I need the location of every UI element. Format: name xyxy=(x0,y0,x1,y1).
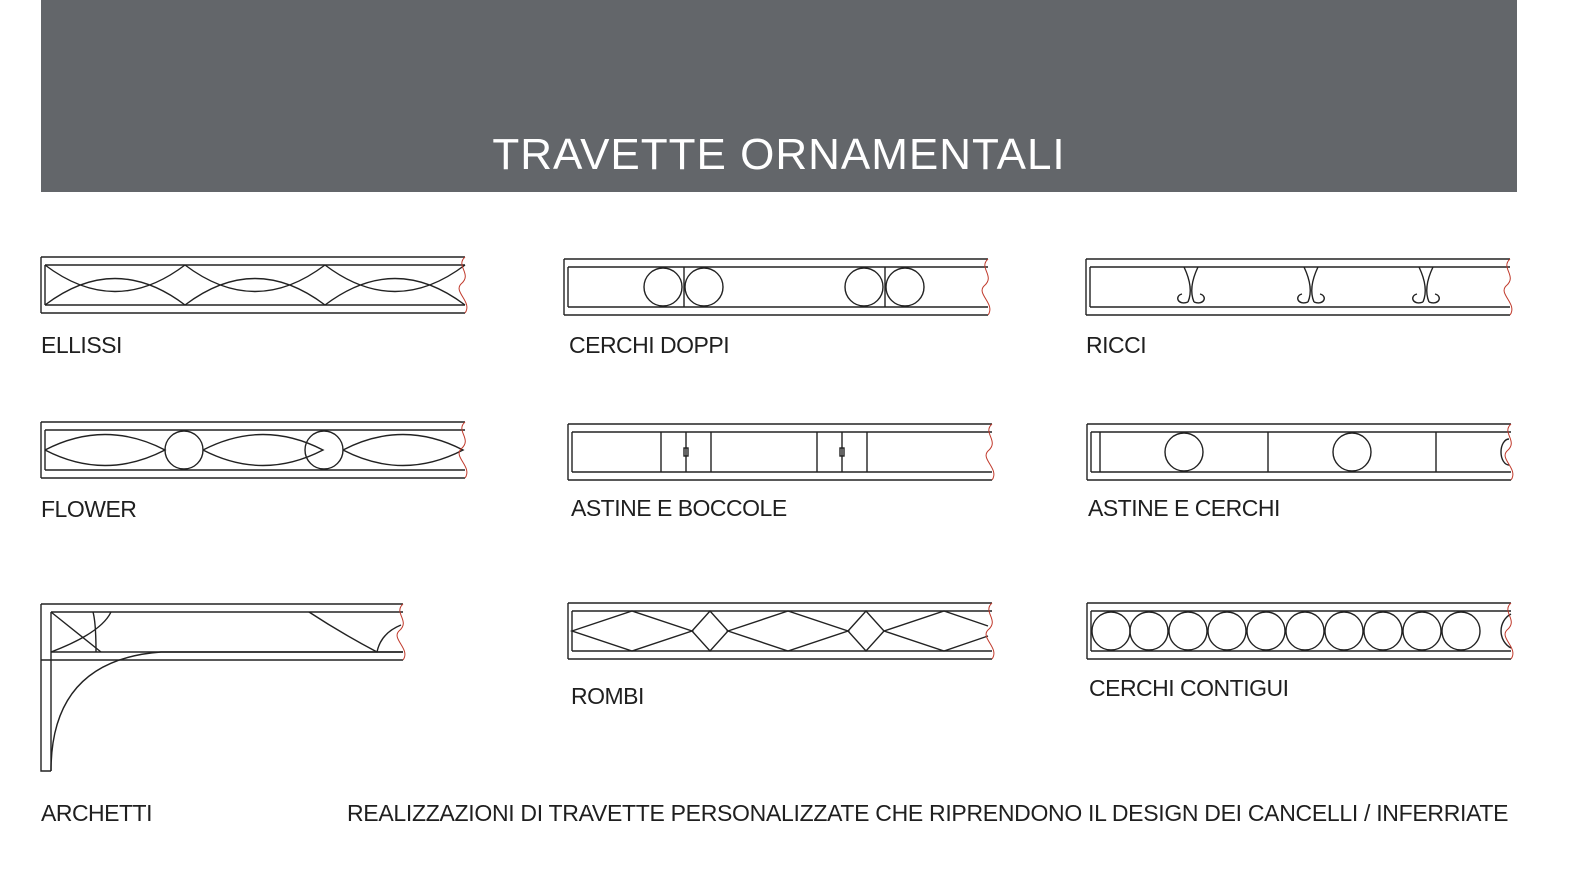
cerchi-contigui-svg xyxy=(1087,602,1517,662)
ricci-svg xyxy=(1086,258,1516,318)
archetti-svg xyxy=(41,603,411,775)
astine-cerchi-svg xyxy=(1087,423,1517,483)
label-astine-boccole: ASTINE E BOCCOLE xyxy=(571,495,787,521)
label-archetti: ARCHETTI xyxy=(41,800,152,826)
header-banner xyxy=(41,0,1517,192)
drawing-astine-cerchi xyxy=(1087,423,1517,521)
drawing-rombi xyxy=(568,602,998,709)
label-cerchi-doppi: CERCHI DOPPI xyxy=(569,332,730,358)
drawing-archetti xyxy=(41,603,411,826)
label-astine-cerchi: ASTINE E CERCHI xyxy=(1088,495,1280,521)
drawing-astine-boccole xyxy=(568,423,998,521)
cerchi-doppi-svg xyxy=(564,258,994,318)
label-rombi: ROMBI xyxy=(571,683,644,709)
drawing-cerchi-contigui xyxy=(1087,602,1517,701)
drawing-ricci xyxy=(1086,258,1516,358)
drawing-cerchi-doppi xyxy=(564,258,994,358)
drawing-flower xyxy=(41,421,471,522)
rombi-svg xyxy=(568,602,998,662)
astine-boccole-svg xyxy=(568,423,998,483)
label-cerchi-contigui: CERCHI CONTIGUI xyxy=(1089,675,1289,701)
ellissi-svg xyxy=(41,256,471,316)
label-ellissi: ELLISSI xyxy=(41,332,122,358)
page-title: TRAVETTE ORNAMENTALI xyxy=(492,130,1066,179)
flower-svg xyxy=(41,421,471,481)
drawing-ellissi xyxy=(41,256,471,358)
label-flower: FLOWER xyxy=(41,496,137,522)
label-ricci: RICCI xyxy=(1086,332,1147,358)
footer-note: REALIZZAZIONI DI TRAVETTE PERSONALIZZATE CHE RIPRENDONO IL DESIGN DEI CANCELLI / INFERRIATE xyxy=(347,800,1509,826)
